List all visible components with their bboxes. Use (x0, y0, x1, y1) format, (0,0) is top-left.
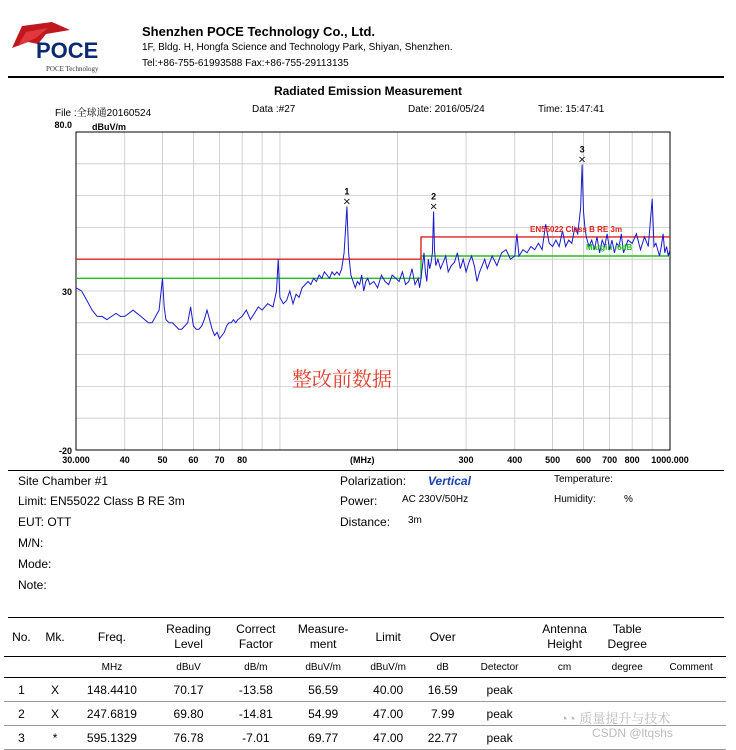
table-cell: * (39, 726, 72, 750)
x-tick-label: 600 (575, 455, 591, 465)
peak-marker-x: × (429, 201, 438, 213)
chart-grid (76, 132, 670, 450)
table-cell: X (39, 702, 72, 726)
col-header-freq: Freq. (97, 629, 126, 644)
x-tick-label: 800 (624, 455, 640, 465)
table-cell: peak (468, 678, 531, 702)
table-cell (598, 678, 656, 702)
wechat-watermark-text: 质量提升与技术 (579, 711, 671, 726)
col-header-measurement: Measure- ment (297, 622, 349, 651)
table-cell: 595.1329 (71, 726, 152, 750)
x-tick-label: 400 (507, 455, 523, 465)
col-header-limit: Limit (375, 629, 401, 644)
peak-marker (343, 186, 351, 207)
table-cell: 40.00 (359, 678, 417, 702)
table-cell: peak (468, 702, 531, 726)
peak-marker (429, 192, 437, 213)
polarization-label: Polarization: (340, 474, 407, 488)
x-tick-labels (62, 455, 689, 465)
limit-lines (76, 237, 670, 278)
wechat-icon: ◔◔ (560, 711, 580, 726)
peak-marker-x: × (342, 196, 352, 208)
data-field: Data :#27 (252, 104, 296, 115)
distance-label: Distance: (340, 515, 391, 529)
x-tick-label: 700 (602, 455, 618, 465)
table-cell: -14.81 (225, 702, 288, 726)
time-field: Time: 15:47:41 (538, 104, 605, 115)
polarization-value: Vertical (428, 474, 471, 488)
limit-label: EN55022 Class B RE 3m (530, 225, 623, 234)
table-cell (656, 678, 726, 702)
unit-detector: Detector (468, 657, 531, 678)
x-tick-label: 60 (188, 455, 199, 465)
emission-trace (76, 165, 670, 339)
unit-limit: dBuV/m (359, 657, 417, 678)
table-cell: 16.59 (417, 678, 468, 702)
table-cell: 247.6819 (71, 702, 152, 726)
x-tick-label: 30.000 (62, 455, 90, 465)
unit-reading: dBuV (153, 657, 225, 678)
table-cell: -7.01 (225, 726, 288, 750)
table-cell: -13.58 (225, 678, 288, 702)
company-name: Shenzhen POCE Technology Co., Ltd. (142, 24, 376, 39)
unit-correct: dB/m (225, 657, 288, 678)
csdn-watermark: CSDN @ltqshs (592, 726, 673, 740)
y-tick-labels (54, 120, 72, 456)
power-value: AC 230V/50Hz (402, 494, 469, 505)
unit-freq: MHz (71, 657, 152, 678)
table-cell: 2 (4, 702, 39, 726)
file-field: File :全球通20160524 (55, 108, 152, 119)
distance-value: 3m (408, 515, 422, 526)
unit-table: degree (598, 657, 656, 678)
peak-marker-number: 1 (344, 186, 350, 197)
table-cell: 7.99 (417, 702, 468, 726)
limit-field: Limit: EN55022 Class B RE 3m (18, 494, 185, 508)
table-row (4, 678, 726, 702)
col-header-reading: Reading Level (166, 622, 211, 651)
table-header-row (4, 618, 726, 657)
table-cell: 22.77 (417, 726, 468, 750)
col-header-no: No. (12, 629, 31, 644)
table-cell: 76.78 (153, 726, 225, 750)
peak-marker-number: 3 (579, 144, 585, 155)
unit-measurement: dBuV/m (287, 657, 359, 678)
chart-annotation: 整改前数据 (292, 367, 392, 391)
site-field: Site Chamber #1 (18, 474, 109, 488)
x-tick-label: 500 (545, 455, 561, 465)
y-tick-label: 80.0 (54, 120, 72, 130)
x-tick-label: 300 (458, 455, 474, 465)
col-header-detector (468, 618, 531, 657)
col-header-correct: Correct Factor (236, 622, 276, 651)
wechat-watermark (560, 708, 670, 727)
table-cell (531, 726, 598, 750)
table-cell: 47.00 (359, 726, 417, 750)
unit-comment: Comment (656, 657, 726, 678)
peak-marker-x: × (577, 154, 587, 166)
unit-no (4, 657, 39, 678)
table-cell: X (39, 678, 72, 702)
unit-mk (39, 657, 72, 678)
x-tick-label: 50 (157, 455, 168, 465)
col-header-mk: Mk. (45, 629, 65, 644)
date-field: Date: 2016/05/24 (408, 104, 485, 115)
company-contact: Tel:+86-755-61993588 Fax:+86-755-29113135 (142, 58, 349, 69)
y-axis-unit-label: dBuV/m (92, 122, 127, 132)
table-cell: 3 (4, 726, 39, 750)
chart-bottom-divider (8, 470, 724, 471)
col-header-over: Over (429, 629, 456, 644)
x-tick-label: 40 (119, 455, 130, 465)
table-cell: 56.59 (287, 678, 359, 702)
col-header-comment (656, 618, 726, 657)
mode-field: Mode: (18, 557, 52, 571)
mn-field: M/N: (18, 536, 44, 550)
humidity-label: Humidity: (554, 494, 596, 505)
table-cell: 69.77 (287, 726, 359, 750)
table-cell: 70.17 (153, 678, 225, 702)
series-traces (76, 165, 670, 339)
table-cell: 54.99 (287, 702, 359, 726)
col-header-antenna: Antenna Height (542, 622, 587, 651)
margin-label: Margin -6dB (586, 243, 633, 252)
power-label: Power: (340, 494, 378, 508)
x-tick-label: 1000.000 (651, 455, 689, 465)
report-title: Radiated Emission Measurement (273, 84, 463, 98)
table-cell: peak (468, 726, 531, 750)
logo-text: POCE (36, 38, 99, 63)
table-units-row (4, 657, 726, 678)
peak-marker-number: 2 (431, 191, 437, 202)
y-tick-label: 30 (61, 287, 72, 297)
peak-marker (578, 145, 586, 166)
note-field: Note: (18, 578, 47, 592)
table-cell: 1 (4, 678, 39, 702)
company-address: 1F, Bldg. H, Hongfa Science and Technology Park, Shiyan, Shenzhen. (142, 42, 453, 53)
logo-subtext: POCE Technology (46, 65, 99, 73)
unit-antenna: cm (531, 657, 598, 678)
table-cell: 69.80 (153, 702, 225, 726)
y-tick-label: -20 (58, 446, 72, 456)
humidity-unit: % (624, 494, 633, 505)
col-header-table: Table Degree (607, 622, 647, 651)
unit-over: dB (417, 657, 468, 678)
table-cell (531, 678, 598, 702)
x-tick-label: 80 (237, 455, 248, 465)
table-cell: 47.00 (359, 702, 417, 726)
temperature-label: Temperature: (554, 474, 613, 485)
peak-markers (343, 145, 587, 213)
x-axis-unit-label: (MHz) (350, 455, 375, 465)
x-tick-label: 70 (214, 455, 225, 465)
table-cell: 148.4410 (71, 678, 152, 702)
eut-field: EUT: OTT (18, 515, 72, 529)
